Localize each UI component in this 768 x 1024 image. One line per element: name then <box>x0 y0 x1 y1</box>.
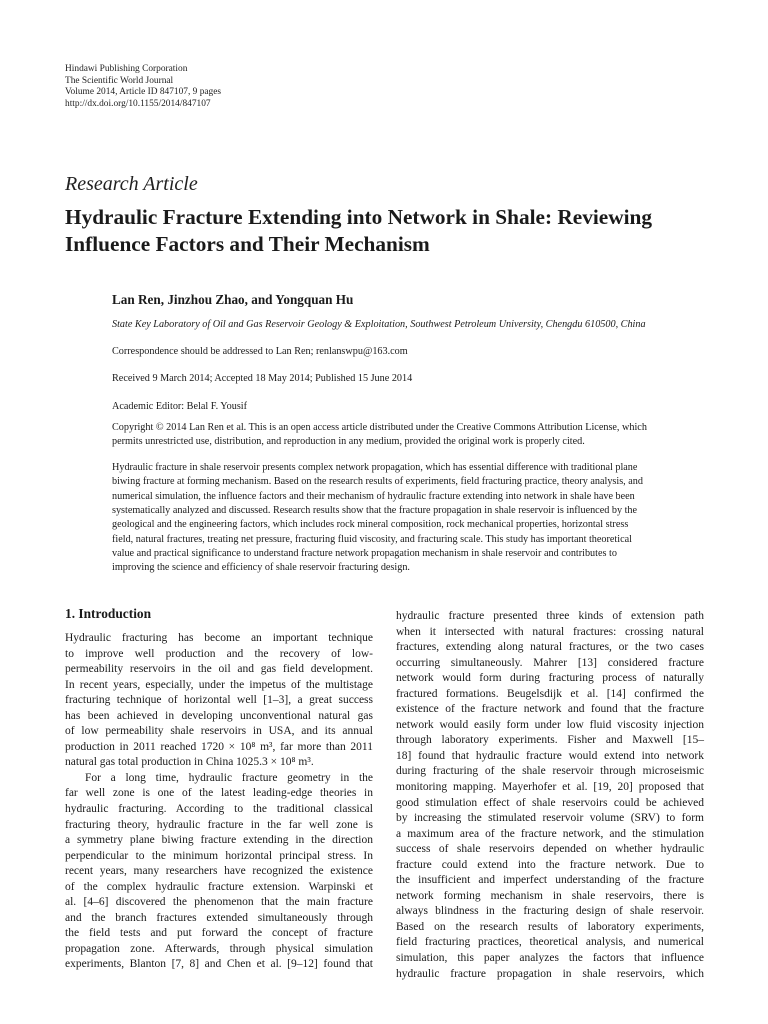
text-line: network would form during fracturing process of naturally <box>396 672 704 685</box>
copyright-line: Copyright © 2014 Lan Ren et al. This is an open access article distributed under the Creative Commons Attribution License, which <box>112 422 647 433</box>
left-column <box>65 631 373 973</box>
text-line: field fracturing practices, theoretical analysis, and numerical <box>396 936 704 949</box>
text-line: experiments, Blanton [7, 8] and Chen et al. [9–12] found that <box>65 958 373 971</box>
text-line: the field tests and put forward the concept of fracture <box>65 927 373 940</box>
journal-header <box>65 64 221 110</box>
text-line: through laboratory experiments. Fisher and Maxwell [15– <box>396 734 704 747</box>
text-line: by increasing the stimulated reservoir volume (SRV) to form <box>396 812 704 825</box>
article-title <box>65 204 725 257</box>
text-line: 18] found that hydraulic fracture would extend into network <box>396 749 704 762</box>
publisher: Hindawi Publishing Corporation <box>65 64 188 74</box>
correspondence: Correspondence should be addressed to Lan Ren; renlanswpu@163.com <box>112 346 408 357</box>
text-line: to improve well production and the recovery of low- <box>65 647 373 660</box>
text-line: the insufficient and imperfect understanding of the fracture <box>396 874 704 887</box>
text-line: simulation, this paper analyzes the factors that influence <box>396 952 704 965</box>
text-line: fractures, extending along natural fractures, or the two cases <box>396 641 704 654</box>
copyright <box>112 421 712 450</box>
text-line: recent years, many researchers have recognized the existence <box>65 865 373 878</box>
text-line: propagation zone. Afterwards, through physical simulation <box>65 942 373 955</box>
text-line: has been achieved in developing unconventional natural gas <box>65 709 373 722</box>
text-line: existence of the fracture network and found that the fracture <box>396 703 704 716</box>
abstract-line: numerical simulation, the influence factors and their mechanism of hydraulic fracture extending into network in shale have been <box>112 490 635 502</box>
text-line: monitoring mapping. Mayerhofer et al. [19, 20] proposed that <box>396 781 704 794</box>
text-line: of low permeability shale reservoirs in USA, and its annual <box>65 725 373 738</box>
abstract-line: geological and the engineering factors, which includes rock mineral composition, rock mechanical properties, horizontal stress <box>112 519 629 531</box>
text-line: fracturing theory, hydraulic fracture in the far well zone is <box>65 818 373 831</box>
text-line: success of shale reservoirs depended on whether hydraulic <box>396 843 704 856</box>
text-line: occurring simultaneously. Mahrer [13] considered fracture <box>396 656 704 669</box>
abstract-line: improving the science and efficiency of shale reservoir fracturing design. <box>112 562 410 574</box>
text-line: a symmetry plane biwing fracture extending in the direction <box>65 834 373 847</box>
text-line: and the branch fractures extended simultaneously through <box>65 911 373 924</box>
text-line: when it intersected with natural fractures: crossing natural <box>396 625 704 638</box>
title-line: Influence Factors and Their Mechanism <box>65 231 430 256</box>
right-column <box>396 609 704 982</box>
volume-info: Volume 2014, Article ID 847107, 9 pages <box>65 87 222 97</box>
abstract-line: field, natural fractures, treating net pressure, fracturing fluid viscosity, and fracturing scale. This study has important theoretical <box>112 533 632 545</box>
section-heading: 1. Introduction <box>65 606 152 621</box>
text-line: fractured formations. Beugelsdijk et al. [14] confirmed the <box>396 687 704 700</box>
abstract-line: biwing fracture at forming mechanism. Based on the research results of experiments, field fracturing practice, theory analysis, and <box>112 476 643 488</box>
text-line: hydraulic fracture propagation in shale reservoirs, which <box>396 967 704 980</box>
text-line: In recent years, especially, under the impetus of the multistage <box>65 678 373 691</box>
abstract-line: value and practical significance to understand fracture network propagation mechanism in shale reservoir and contributes to <box>112 548 617 560</box>
text-line: perpendicular to the minimum horizontal principal stress. In <box>65 849 373 862</box>
abstract-line: Hydraulic fracture in shale reservoir presents complex network propagation, which has essential difference with traditional plane <box>112 462 638 473</box>
text-line: natural gas total production in China 1025.3 × 10⁸ m³. <box>65 756 314 769</box>
text-line: production in 2011 reached 1720 × 10⁸ m³, far more than 2011 <box>65 740 373 753</box>
journal-name: The Scientific World Journal <box>65 75 174 86</box>
text-line: fracture could extend into the fracture network. Due to <box>396 858 704 871</box>
text-line: Based on the research results of laboratory experiments, <box>396 920 704 933</box>
text-line: network forming mechanism in shale reservoirs, there is <box>396 889 704 902</box>
text-line: of the complex hydraulic fracture extension. Warpinski et <box>65 880 373 893</box>
authors: Lan Ren, Jinzhou Zhao, and Yongquan Hu <box>112 292 354 307</box>
doi-link[interactable]: http://dx.doi.org/10.1155/2014/847107 <box>65 98 211 109</box>
text-line: network would easily form under low fluid viscosity injection <box>396 718 704 731</box>
text-line: hydraulic fracture presented three kinds of extension path <box>396 610 704 622</box>
text-line: good stimulation effect of shale reservoirs could be achieved <box>396 796 704 809</box>
abstract <box>112 461 717 576</box>
abstract-line: systematically analyzed and discussed. Research results show that the fracture propagation in shale reservoir is influenced by the <box>112 505 638 517</box>
copyright-line: permits unrestricted use, distribution, and reproduction in any medium, provided the original work is properly cited. <box>112 436 585 448</box>
text-line: during fracturing of the shale reservoir through microseismic <box>396 765 704 778</box>
text-line: a maximum area of the fracture network, and the stimulation <box>396 827 704 840</box>
title-line: Hydraulic Fracture Extending into Network in Shale: Reviewing <box>65 205 653 229</box>
text-line: hydraulic fracturing. According to the traditional classical <box>65 803 373 816</box>
text-line: far well zone is one of the latest leading-edge theories in <box>65 787 373 800</box>
dates: Received 9 March 2014; Accepted 18 May 2014; Published 15 June 2014 <box>112 373 413 384</box>
text-line: always blindness in the fracturing design of shale reservoir. <box>396 905 704 918</box>
text-line: fracturing technique of horizontal well [1–3], a great success <box>65 694 373 707</box>
text-line: al. [4–6] discovered the phenomenon that the main fracture <box>65 896 373 909</box>
text-line: permeability reservoirs in the oil and gas field development. <box>65 663 373 676</box>
academic-editor: Academic Editor: Belal F. Yousif <box>112 401 248 412</box>
article-type: Research Article <box>65 173 198 195</box>
text-line: For a long time, hydraulic fracture geometry in the <box>85 771 373 784</box>
affiliation: State Key Laboratory of Oil and Gas Reservoir Geology & Exploitation, Southwest Petroleum University, Chengdu 610500, China <box>112 319 646 330</box>
text-line: Hydraulic fracturing has become an important technique <box>65 632 373 644</box>
